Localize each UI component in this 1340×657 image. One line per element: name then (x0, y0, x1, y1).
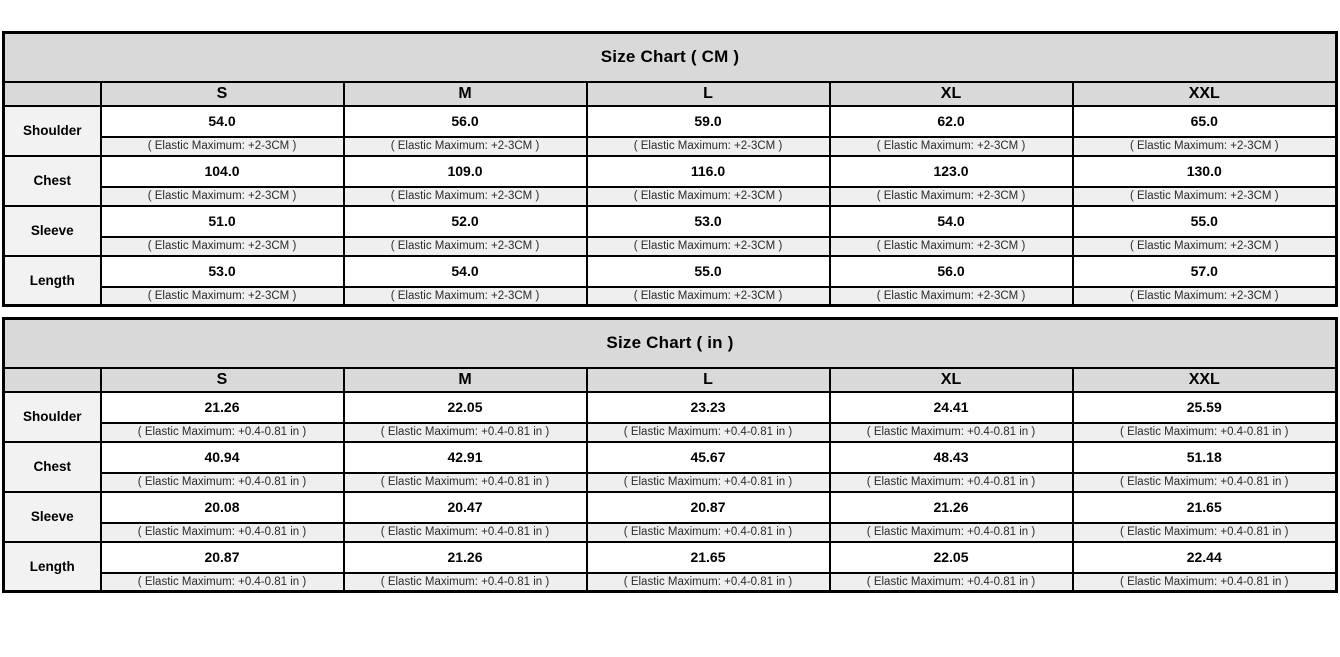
elastic-maximum-note: ( Elastic Maximum: +0.4-0.81 in ) (101, 573, 344, 592)
measurement-value: 22.44 (1073, 542, 1337, 573)
elastic-maximum-note: ( Elastic Maximum: +2-3CM ) (344, 287, 587, 306)
size-column-header: XL (830, 82, 1073, 106)
size-chart-in (2, 317, 1338, 593)
elastic-maximum-note: ( Elastic Maximum: +0.4-0.81 in ) (1073, 523, 1337, 542)
row-label: Chest (4, 156, 101, 206)
row-label: Length (4, 542, 101, 592)
elastic-maximum-note: ( Elastic Maximum: +2-3CM ) (587, 137, 830, 156)
measurement-value: 45.67 (587, 442, 830, 473)
size-column-header: XXL (1073, 82, 1337, 106)
measurement-value: 23.23 (587, 392, 830, 423)
size-table (2, 31, 1338, 307)
measurement-value: 62.0 (830, 106, 1073, 137)
measurement-value: 65.0 (1073, 106, 1337, 137)
elastic-maximum-note: ( Elastic Maximum: +2-3CM ) (587, 287, 830, 306)
elastic-maximum-note: ( Elastic Maximum: +2-3CM ) (830, 187, 1073, 206)
elastic-maximum-note: ( Elastic Maximum: +2-3CM ) (830, 287, 1073, 306)
measurement-value: 53.0 (101, 256, 344, 287)
elastic-maximum-note: ( Elastic Maximum: +2-3CM ) (1073, 137, 1337, 156)
elastic-maximum-note: ( Elastic Maximum: +2-3CM ) (101, 287, 344, 306)
elastic-maximum-note: ( Elastic Maximum: +0.4-0.81 in ) (344, 573, 587, 592)
elastic-maximum-note: ( Elastic Maximum: +2-3CM ) (344, 187, 587, 206)
elastic-maximum-note: ( Elastic Maximum: +0.4-0.81 in ) (830, 423, 1073, 442)
elastic-maximum-note: ( Elastic Maximum: +0.4-0.81 in ) (587, 423, 830, 442)
measurement-value: 53.0 (587, 206, 830, 237)
elastic-maximum-note: ( Elastic Maximum: +2-3CM ) (587, 187, 830, 206)
size-column-header: L (587, 82, 830, 106)
elastic-maximum-note: ( Elastic Maximum: +2-3CM ) (344, 137, 587, 156)
measurement-value: 22.05 (344, 392, 587, 423)
measurement-value: 21.26 (344, 542, 587, 573)
measurement-value: 51.0 (101, 206, 344, 237)
size-column-header: XXL (1073, 368, 1337, 392)
size-column-header: M (344, 82, 587, 106)
measurement-value: 40.94 (101, 442, 344, 473)
row-label: Chest (4, 442, 101, 492)
table-title: Size Chart ( CM ) (4, 33, 1337, 82)
elastic-maximum-note: ( Elastic Maximum: +2-3CM ) (101, 137, 344, 156)
row-label: Shoulder (4, 106, 101, 156)
measurement-value: 123.0 (830, 156, 1073, 187)
measurement-value: 109.0 (344, 156, 587, 187)
elastic-maximum-note: ( Elastic Maximum: +2-3CM ) (1073, 287, 1337, 306)
row-label: Sleeve (4, 492, 101, 542)
measurement-value: 56.0 (344, 106, 587, 137)
elastic-maximum-note: ( Elastic Maximum: +0.4-0.81 in ) (587, 473, 830, 492)
size-column-header: M (344, 368, 587, 392)
measurement-value: 20.87 (587, 492, 830, 523)
measurement-value: 51.18 (1073, 442, 1337, 473)
elastic-maximum-note: ( Elastic Maximum: +2-3CM ) (830, 137, 1073, 156)
elastic-maximum-note: ( Elastic Maximum: +0.4-0.81 in ) (344, 423, 587, 442)
elastic-maximum-note: ( Elastic Maximum: +0.4-0.81 in ) (587, 523, 830, 542)
elastic-maximum-note: ( Elastic Maximum: +0.4-0.81 in ) (1073, 473, 1337, 492)
measurement-value: 116.0 (587, 156, 830, 187)
elastic-maximum-note: ( Elastic Maximum: +0.4-0.81 in ) (101, 473, 344, 492)
elastic-maximum-note: ( Elastic Maximum: +2-3CM ) (830, 237, 1073, 256)
elastic-maximum-note: ( Elastic Maximum: +2-3CM ) (1073, 187, 1337, 206)
measurement-value: 57.0 (1073, 256, 1337, 287)
elastic-maximum-note: ( Elastic Maximum: +0.4-0.81 in ) (101, 523, 344, 542)
elastic-maximum-note: ( Elastic Maximum: +0.4-0.81 in ) (587, 573, 830, 592)
measurement-value: 59.0 (587, 106, 830, 137)
elastic-maximum-note: ( Elastic Maximum: +2-3CM ) (101, 237, 344, 256)
measurement-value: 54.0 (344, 256, 587, 287)
elastic-maximum-note: ( Elastic Maximum: +2-3CM ) (587, 237, 830, 256)
measurement-value: 54.0 (101, 106, 344, 137)
elastic-maximum-note: ( Elastic Maximum: +0.4-0.81 in ) (344, 473, 587, 492)
measurement-value: 104.0 (101, 156, 344, 187)
elastic-maximum-note: ( Elastic Maximum: +0.4-0.81 in ) (830, 523, 1073, 542)
corner-cell (4, 368, 101, 392)
size-column-header: XL (830, 368, 1073, 392)
corner-cell (4, 82, 101, 106)
size-table (2, 317, 1338, 593)
measurement-value: 20.47 (344, 492, 587, 523)
measurement-value: 52.0 (344, 206, 587, 237)
measurement-value: 48.43 (830, 442, 1073, 473)
measurement-value: 21.26 (101, 392, 344, 423)
table-title: Size Chart ( in ) (4, 319, 1337, 368)
measurement-value: 20.08 (101, 492, 344, 523)
size-column-header: L (587, 368, 830, 392)
measurement-value: 21.65 (1073, 492, 1337, 523)
measurement-value: 42.91 (344, 442, 587, 473)
measurement-value: 24.41 (830, 392, 1073, 423)
measurement-value: 25.59 (1073, 392, 1337, 423)
measurement-value: 56.0 (830, 256, 1073, 287)
row-label: Sleeve (4, 206, 101, 256)
elastic-maximum-note: ( Elastic Maximum: +0.4-0.81 in ) (830, 473, 1073, 492)
size-chart-cm (2, 31, 1338, 307)
measurement-value: 21.26 (830, 492, 1073, 523)
measurement-value: 22.05 (830, 542, 1073, 573)
elastic-maximum-note: ( Elastic Maximum: +0.4-0.81 in ) (1073, 423, 1337, 442)
elastic-maximum-note: ( Elastic Maximum: +2-3CM ) (1073, 237, 1337, 256)
size-column-header: S (101, 82, 344, 106)
elastic-maximum-note: ( Elastic Maximum: +0.4-0.81 in ) (1073, 573, 1337, 592)
measurement-value: 55.0 (587, 256, 830, 287)
size-column-header: S (101, 368, 344, 392)
measurement-value: 20.87 (101, 542, 344, 573)
elastic-maximum-note: ( Elastic Maximum: +0.4-0.81 in ) (344, 523, 587, 542)
measurement-value: 54.0 (830, 206, 1073, 237)
row-label: Length (4, 256, 101, 306)
measurement-value: 55.0 (1073, 206, 1337, 237)
row-label: Shoulder (4, 392, 101, 442)
measurement-value: 21.65 (587, 542, 830, 573)
elastic-maximum-note: ( Elastic Maximum: +0.4-0.81 in ) (101, 423, 344, 442)
elastic-maximum-note: ( Elastic Maximum: +2-3CM ) (344, 237, 587, 256)
elastic-maximum-note: ( Elastic Maximum: +2-3CM ) (101, 187, 344, 206)
elastic-maximum-note: ( Elastic Maximum: +0.4-0.81 in ) (830, 573, 1073, 592)
measurement-value: 130.0 (1073, 156, 1337, 187)
